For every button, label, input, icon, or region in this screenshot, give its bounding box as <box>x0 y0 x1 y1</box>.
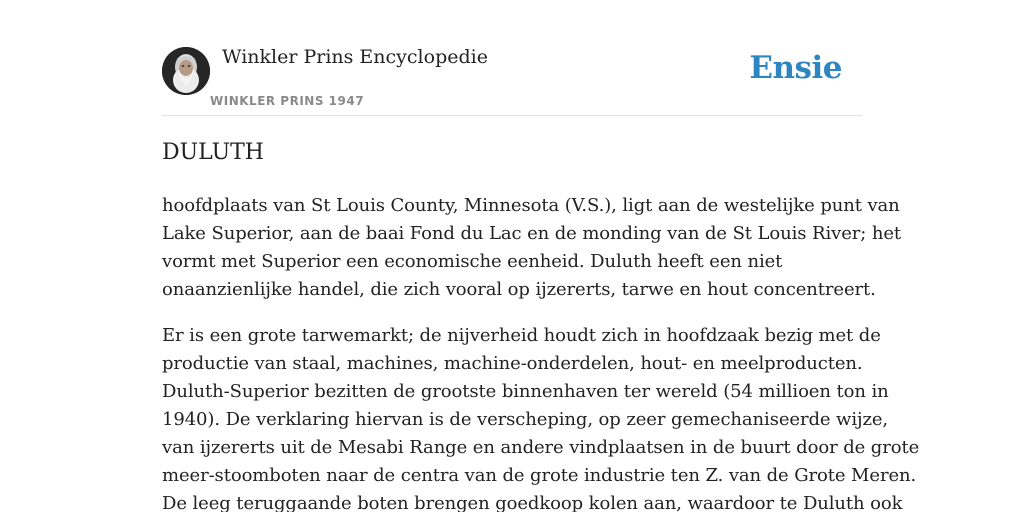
paragraph-line: hoofdplaats van St Louis County, Minnesota (V.S.), ligt aan de westelijke punt van <box>162 195 900 216</box>
paragraph-line: Duluth-Superior bezitten de grootste binnenhaven ter wereld (54 millioen ton in <box>162 381 889 402</box>
site-header <box>162 40 862 116</box>
site-title[interactable]: Winkler Prins Encyclopedie <box>222 46 488 68</box>
site-subtitle: WINKLER PRINS 1947 <box>210 94 365 108</box>
paragraph-line: vormt met Superior een economische eenheid. Duluth heeft een niet <box>162 251 783 272</box>
paragraph-line: onaanzienlijke handel, die zich vooral op ijzererts, tarwe en hout concentreert. <box>162 279 876 300</box>
paragraph-line: productie van staal, machines, machine-onderdelen, hout- en meelproducten. <box>162 353 863 374</box>
article-paragraph-1 <box>162 192 902 304</box>
article-body <box>162 192 920 512</box>
paragraph-line: De leeg teruggaande boten brengen goedkoop kolen aan, waardoor te Duluth ook <box>162 493 903 512</box>
article-title: DULUTH <box>162 140 264 165</box>
paragraph-line: van ijzererts uit de Mesabi Range en andere vindplaatsen in de buurt door de grote <box>162 437 920 458</box>
paragraph-line: meer-stoomboten naar de centra van de grote industrie ten Z. van de Grote Meren. <box>162 465 917 486</box>
article-paragraph-2 <box>162 322 920 512</box>
ensie-logo[interactable]: Ensie <box>749 50 842 86</box>
paragraph-line: Lake Superior, aan de baai Fond du Lac en de monding van de St Louis River; het <box>162 223 902 244</box>
bearded-man-portrait-icon <box>162 47 210 95</box>
paragraph-line: 1940). De verklaring hiervan is de verscheping, op zeer gemechaniseerde wijze, <box>162 409 889 430</box>
paragraph-line: Er is een grote tarwemarkt; de nijverheid houdt zich in hoofdzaak bezig met de <box>162 325 881 346</box>
